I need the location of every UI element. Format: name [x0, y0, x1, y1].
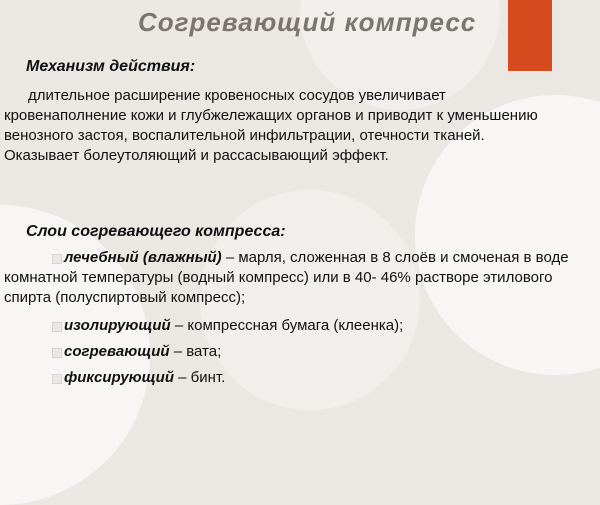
bullet-icon	[52, 254, 62, 264]
layer-description: – компрессная бумага (клеенка);	[170, 317, 404, 334]
slide-title: Согревающий компресс	[138, 7, 477, 37]
layer-description: – марля, сложенная в 8 слоёв и смоченая в воде комнатной температуры (водный компресс) или в 40- 46% растворе этилового спирта (полуспиртовый компресс);	[4, 249, 569, 306]
layer-term: согревающий	[64, 343, 170, 360]
layer-term: фиксирующий	[64, 369, 174, 386]
layer-term: лечебный (влажный)	[64, 249, 222, 266]
layer-description: – вата;	[169, 343, 222, 360]
accent-bar	[508, 0, 552, 71]
layers-list	[0, 248, 585, 388]
layer-description: – бинт.	[173, 369, 226, 386]
mechanism-heading: Механизм действия:	[26, 58, 196, 75]
layer-item-fixing	[0, 368, 585, 388]
layer-term: изолирующий	[64, 317, 171, 334]
bullet-icon	[52, 348, 62, 358]
layer-item-insulating	[0, 316, 585, 336]
layers-heading: Слои согревающего компресса:	[26, 223, 286, 240]
bullet-icon	[52, 374, 62, 384]
mechanism-text: длительное расширение кровеносных сосудов увеличивает кровенаполнение кожи и глубжележащих органов и приводит к уменьшению венозного застоя, воспалительной инфильтрации, отечности тканей. Оказывает болеутоляющий и рассасывающий эффект.	[4, 87, 538, 164]
bullet-icon	[52, 322, 62, 332]
layer-item-therapeutic	[0, 248, 585, 308]
layer-item-warming	[0, 342, 585, 362]
